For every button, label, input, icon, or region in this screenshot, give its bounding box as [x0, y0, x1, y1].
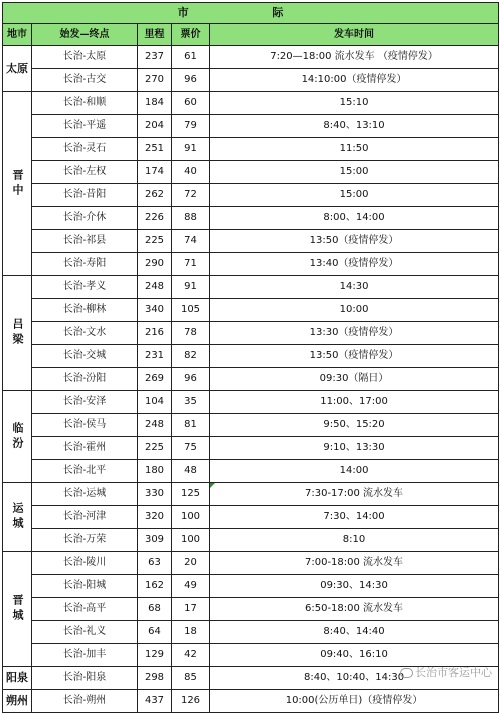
fare-cell: 74 [172, 230, 210, 253]
table-row [3, 92, 499, 115]
fare-cell: 91 [172, 276, 210, 299]
distance-cell: 262 [138, 184, 172, 207]
departure-cell: 8:10 [210, 529, 499, 552]
route-cell: 长治-左权 [32, 161, 138, 184]
distance-cell: 68 [138, 598, 172, 621]
table-row [3, 391, 499, 414]
route-cell: 长治-高平 [32, 598, 138, 621]
fare-cell: 125 [172, 483, 210, 506]
departure-cell: 15:00 [210, 161, 499, 184]
table-row [3, 46, 499, 69]
departure-cell: 14:10:00（疫情停发） [210, 69, 499, 92]
fare-cell: 82 [172, 345, 210, 368]
fare-cell: 85 [172, 667, 210, 690]
fare-cell: 61 [172, 46, 210, 69]
region-cell: 临汾 [3, 391, 32, 483]
route-cell: 长治-运城 [32, 483, 138, 506]
fare-cell: 91 [172, 138, 210, 161]
route-cell: 长治-寿阳 [32, 253, 138, 276]
watermark-text: 长治市客运中心 [415, 666, 492, 679]
fare-cell: 96 [172, 368, 210, 391]
route-cell: 长治-柳林 [32, 299, 138, 322]
region-cell: 吕梁 [3, 276, 32, 391]
route-cell: 长治-太原 [32, 46, 138, 69]
departure-cell: 15:00 [210, 184, 499, 207]
route-cell: 长治-祁县 [32, 230, 138, 253]
route-cell: 长治-安泽 [32, 391, 138, 414]
fare-cell: 40 [172, 161, 210, 184]
route-cell: 长治-万荣 [32, 529, 138, 552]
route-cell: 长治-侯马 [32, 414, 138, 437]
departure-cell: 9:10、13:30 [210, 437, 499, 460]
departure-cell: 13:40（疫情停发） [210, 253, 499, 276]
fare-cell: 49 [172, 575, 210, 598]
route-cell: 长治-平遥 [32, 115, 138, 138]
fare-cell: 60 [172, 92, 210, 115]
header-region: 地市 [3, 24, 32, 46]
distance-cell: 104 [138, 391, 172, 414]
distance-cell: 129 [138, 644, 172, 667]
header-distance: 里程 [138, 24, 172, 46]
departure-cell: 09:40、16:10 [210, 644, 499, 667]
route-cell: 长治-河津 [32, 506, 138, 529]
route-cell: 长治-阳城 [32, 575, 138, 598]
departure-cell: 8:40、10:40、14:30 [210, 667, 499, 690]
header-row [3, 24, 499, 46]
departure-cell: 7:30-17:00 流水发车 [210, 483, 499, 506]
watermark [400, 664, 492, 680]
distance-cell: 237 [138, 46, 172, 69]
departure-cell: 11:50 [210, 138, 499, 161]
region-cell: 阳泉 [3, 667, 32, 690]
fare-cell: 48 [172, 460, 210, 483]
table-row [3, 414, 499, 437]
departure-cell: 09:30（隔日） [210, 368, 499, 391]
route-cell: 长治-北平 [32, 460, 138, 483]
distance-cell: 226 [138, 207, 172, 230]
distance-cell: 269 [138, 368, 172, 391]
route-cell: 长治-文水 [32, 322, 138, 345]
distance-cell: 309 [138, 529, 172, 552]
distance-cell: 248 [138, 276, 172, 299]
distance-cell: 63 [138, 552, 172, 575]
fare-cell: 88 [172, 207, 210, 230]
departure-cell: 10:00(公历单日)（疫情停发） [210, 690, 499, 713]
distance-cell: 290 [138, 253, 172, 276]
route-cell: 长治-加丰 [32, 644, 138, 667]
distance-cell: 180 [138, 460, 172, 483]
distance-cell: 437 [138, 690, 172, 713]
table-row [3, 322, 499, 345]
table-row [3, 161, 499, 184]
table-row [3, 483, 499, 506]
route-cell: 长治-阳泉 [32, 667, 138, 690]
wechat-icon [400, 668, 413, 678]
timetable [2, 2, 499, 713]
distance-cell: 184 [138, 92, 172, 115]
distance-cell: 251 [138, 138, 172, 161]
route-cell: 长治-礼义 [32, 621, 138, 644]
distance-cell: 174 [138, 161, 172, 184]
distance-cell: 320 [138, 506, 172, 529]
distance-cell: 225 [138, 230, 172, 253]
table-row [3, 207, 499, 230]
fare-cell: 18 [172, 621, 210, 644]
route-cell: 长治-古交 [32, 69, 138, 92]
route-cell: 长治-陵川 [32, 552, 138, 575]
header-departure: 发车时间 [210, 24, 499, 46]
title-row [3, 3, 499, 24]
departure-cell: 7:30、14:00 [210, 506, 499, 529]
fare-cell: 17 [172, 598, 210, 621]
departure-cell: 13:50（疫情停发） [210, 230, 499, 253]
table-row [3, 253, 499, 276]
region-cell: 晋城 [3, 552, 32, 667]
table-row [3, 69, 499, 92]
fare-cell: 20 [172, 552, 210, 575]
table-row [3, 299, 499, 322]
table-row [3, 138, 499, 161]
route-cell: 长治-灵石 [32, 138, 138, 161]
departure-cell: 7:00-18:00 流水发车 [210, 552, 499, 575]
header-route: 始发—终点 [32, 24, 138, 46]
table-row [3, 598, 499, 621]
table-row [3, 621, 499, 644]
table-row [3, 575, 499, 598]
route-cell: 长治-汾阳 [32, 368, 138, 391]
route-cell: 长治-昔阳 [32, 184, 138, 207]
departure-cell: 8:40、14:40 [210, 621, 499, 644]
region-cell: 太原 [3, 46, 32, 92]
table-title: 市 际 [3, 3, 499, 24]
fare-cell: 71 [172, 253, 210, 276]
departure-cell: 13:50（疫情停发） [210, 345, 499, 368]
region-cell: 运城 [3, 483, 32, 552]
distance-cell: 64 [138, 621, 172, 644]
fare-cell: 100 [172, 529, 210, 552]
table-row [3, 230, 499, 253]
fare-cell: 126 [172, 690, 210, 713]
distance-cell: 231 [138, 345, 172, 368]
distance-cell: 340 [138, 299, 172, 322]
departure-cell: 13:30（疫情停发） [210, 322, 499, 345]
distance-cell: 270 [138, 69, 172, 92]
table-row [3, 690, 499, 713]
departure-cell: 6:50-18:00 流水发车 [210, 598, 499, 621]
table-row [3, 460, 499, 483]
departure-cell: 15:10 [210, 92, 499, 115]
route-cell: 长治-介休 [32, 207, 138, 230]
departure-cell: 10:00 [210, 299, 499, 322]
fare-cell: 42 [172, 644, 210, 667]
table-row [3, 184, 499, 207]
departure-cell: 14:30 [210, 276, 499, 299]
distance-cell: 248 [138, 414, 172, 437]
departure-cell: 8:40、13:10 [210, 115, 499, 138]
fare-cell: 35 [172, 391, 210, 414]
header-fare: 票价 [172, 24, 210, 46]
table-row [3, 368, 499, 391]
distance-cell: 204 [138, 115, 172, 138]
table-row [3, 276, 499, 299]
distance-cell: 162 [138, 575, 172, 598]
distance-cell: 216 [138, 322, 172, 345]
table-row [3, 552, 499, 575]
fare-cell: 72 [172, 184, 210, 207]
fare-cell: 105 [172, 299, 210, 322]
departure-cell: 7:20—18:00 流水发车 （疫情停发） [210, 46, 499, 69]
fare-cell: 78 [172, 322, 210, 345]
table-row [3, 115, 499, 138]
distance-cell: 298 [138, 667, 172, 690]
route-cell: 长治-和顺 [32, 92, 138, 115]
table-row [3, 437, 499, 460]
departure-cell: 8:00、14:00 [210, 207, 499, 230]
table-row [3, 345, 499, 368]
region-cell: 朔州 [3, 690, 32, 713]
departure-cell: 11:00、17:00 [210, 391, 499, 414]
distance-cell: 225 [138, 437, 172, 460]
timetable-sheet [2, 2, 498, 713]
departure-cell: 14:00 [210, 460, 499, 483]
route-cell: 长治-交城 [32, 345, 138, 368]
region-cell: 晋中 [3, 92, 32, 276]
distance-cell: 330 [138, 483, 172, 506]
route-cell: 长治-朔州 [32, 690, 138, 713]
departure-cell: 9:50、15:20 [210, 414, 499, 437]
fare-cell: 100 [172, 506, 210, 529]
table-row [3, 529, 499, 552]
route-cell: 长治-霍州 [32, 437, 138, 460]
fare-cell: 79 [172, 115, 210, 138]
fare-cell: 75 [172, 437, 210, 460]
table-row [3, 506, 499, 529]
fare-cell: 81 [172, 414, 210, 437]
fare-cell: 96 [172, 69, 210, 92]
route-cell: 长治-孝义 [32, 276, 138, 299]
departure-cell: 09:30、14:30 [210, 575, 499, 598]
